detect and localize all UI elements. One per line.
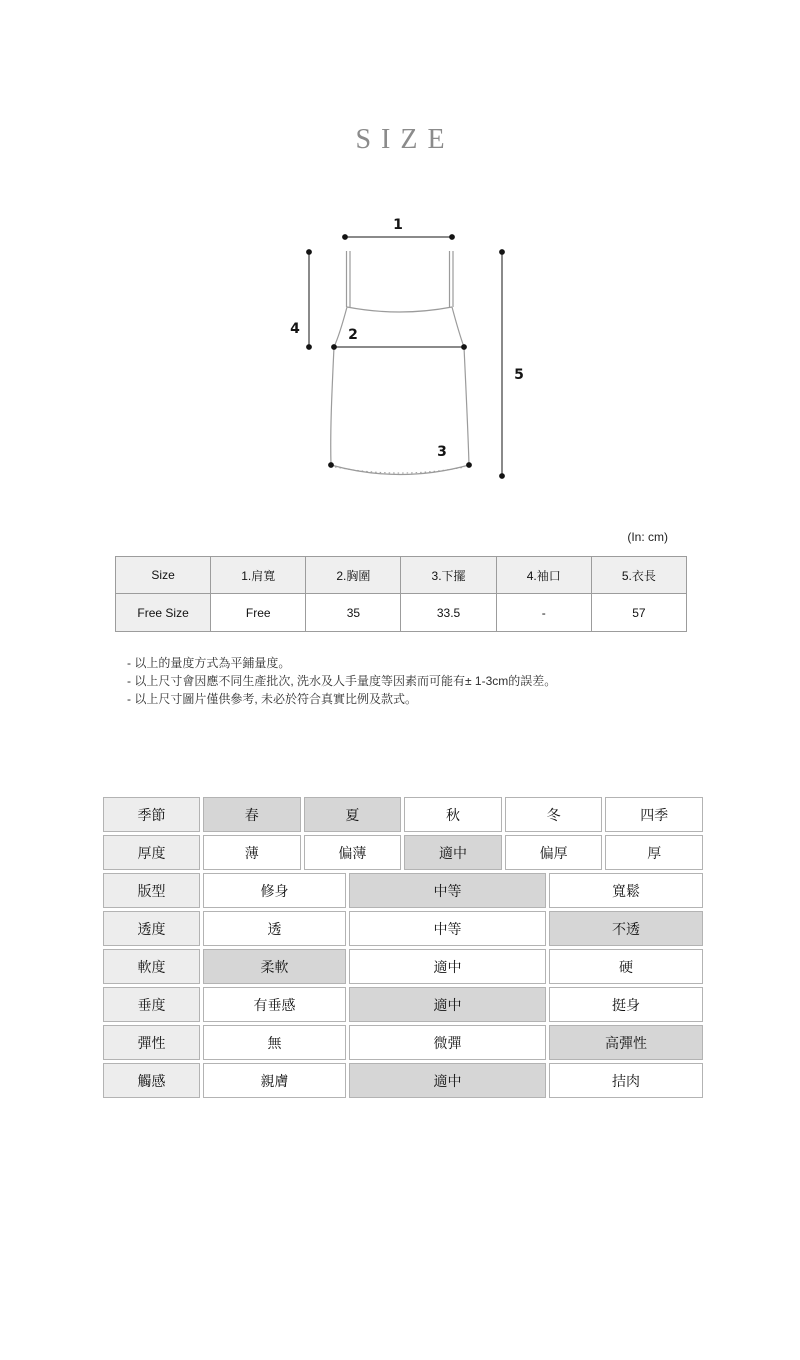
attr-option: 適中 [404,835,502,870]
attr-option: 偏厚 [505,835,603,870]
measure-label-hem: 3 [437,444,447,460]
page-title: SIZE [355,124,455,155]
measure-lines [307,235,505,479]
measurement-notes [127,654,556,708]
attr-option: 拮肉 [549,1063,703,1098]
attr-option: 寬鬆 [549,873,703,908]
attr-row-header: 軟度 [103,949,200,984]
attr-option: 適中 [349,987,546,1022]
shoulder-col-header: 1.肩寬 [211,557,306,594]
attr-row-header: 透度 [103,911,200,946]
bust-value-cell: 35 [306,594,401,632]
attr-option: 有垂感 [203,987,346,1022]
measure-label-bust: 2 [348,327,358,343]
attr-row-header: 版型 [103,873,200,908]
attr-option: 冬 [505,797,603,832]
cuff-value-cell: - [496,594,591,632]
attr-option: 夏 [304,797,402,832]
attr-row-header: 厚度 [103,835,200,870]
cuff-col-header: 4.袖口 [496,557,591,594]
note-line: - 以上尺寸會因應不同生產批次, 洗水及人手量度等因素而可能有± 1-3cm的誤差。 [127,674,557,688]
note-line: - 以上的量度方式為平鋪量度。 [127,656,291,670]
attr-option: 親膚 [203,1063,346,1098]
unit-note: (In: cm) [627,530,668,544]
attr-option: 秋 [404,797,502,832]
attr-option: 高彈性 [549,1025,703,1060]
attr-option: 修身 [203,873,346,908]
attr-row-header: 垂度 [103,987,200,1022]
attr-row-softness [103,949,703,984]
measure-label-length: 5 [514,367,524,383]
attr-option: 薄 [203,835,301,870]
size-table-row [116,594,687,632]
attr-option: 春 [203,797,301,832]
attr-row-header: 季節 [103,797,200,832]
fabric-attributes-table [103,797,703,1098]
attr-row-header: 彈性 [103,1025,200,1060]
hem-value-cell: 33.5 [401,594,496,632]
attr-row-touch [103,1063,703,1098]
attr-row-transparency [103,911,703,946]
length-col-header: 5.衣長 [591,557,686,594]
size-table-header-row [116,557,687,594]
hem-col-header: 3.下擺 [401,557,496,594]
length-value-cell: 57 [591,594,686,632]
attr-option: 中等 [349,873,546,908]
attr-option: 適中 [349,949,546,984]
attr-option: 微彈 [349,1025,546,1060]
size-col-header: Size [116,557,211,594]
size-name-cell: Free Size [116,594,211,632]
attr-option: 四季 [605,797,703,832]
attr-option: 厚 [605,835,703,870]
attr-row-drape [103,987,703,1022]
garment-outline [331,251,469,475]
note-line: - 以上尺寸圖片僅供參考, 未必於符合真實比例及款式。 [127,692,418,706]
attr-row-season [103,797,703,832]
attr-row-header: 觸感 [103,1063,200,1098]
attr-option: 柔軟 [203,949,346,984]
bust-col-header: 2.胸圍 [306,557,401,594]
attr-option: 適中 [349,1063,546,1098]
attr-option: 透 [203,911,346,946]
shoulder-value-cell: Free [211,594,306,632]
measure-label-shoulder: 1 [393,217,403,233]
attr-row-fit [103,873,703,908]
attr-row-thickness [103,835,703,870]
attr-option: 挺身 [549,987,703,1022]
garment-diagram [270,200,570,500]
attr-option: 無 [203,1025,346,1060]
measure-label-strap-drop: 4 [290,321,300,337]
attr-option: 不透 [549,911,703,946]
attr-option: 硬 [549,949,703,984]
size-table [115,556,687,632]
attr-row-elasticity [103,1025,703,1060]
attr-option: 偏薄 [304,835,402,870]
attr-option: 中等 [349,911,546,946]
